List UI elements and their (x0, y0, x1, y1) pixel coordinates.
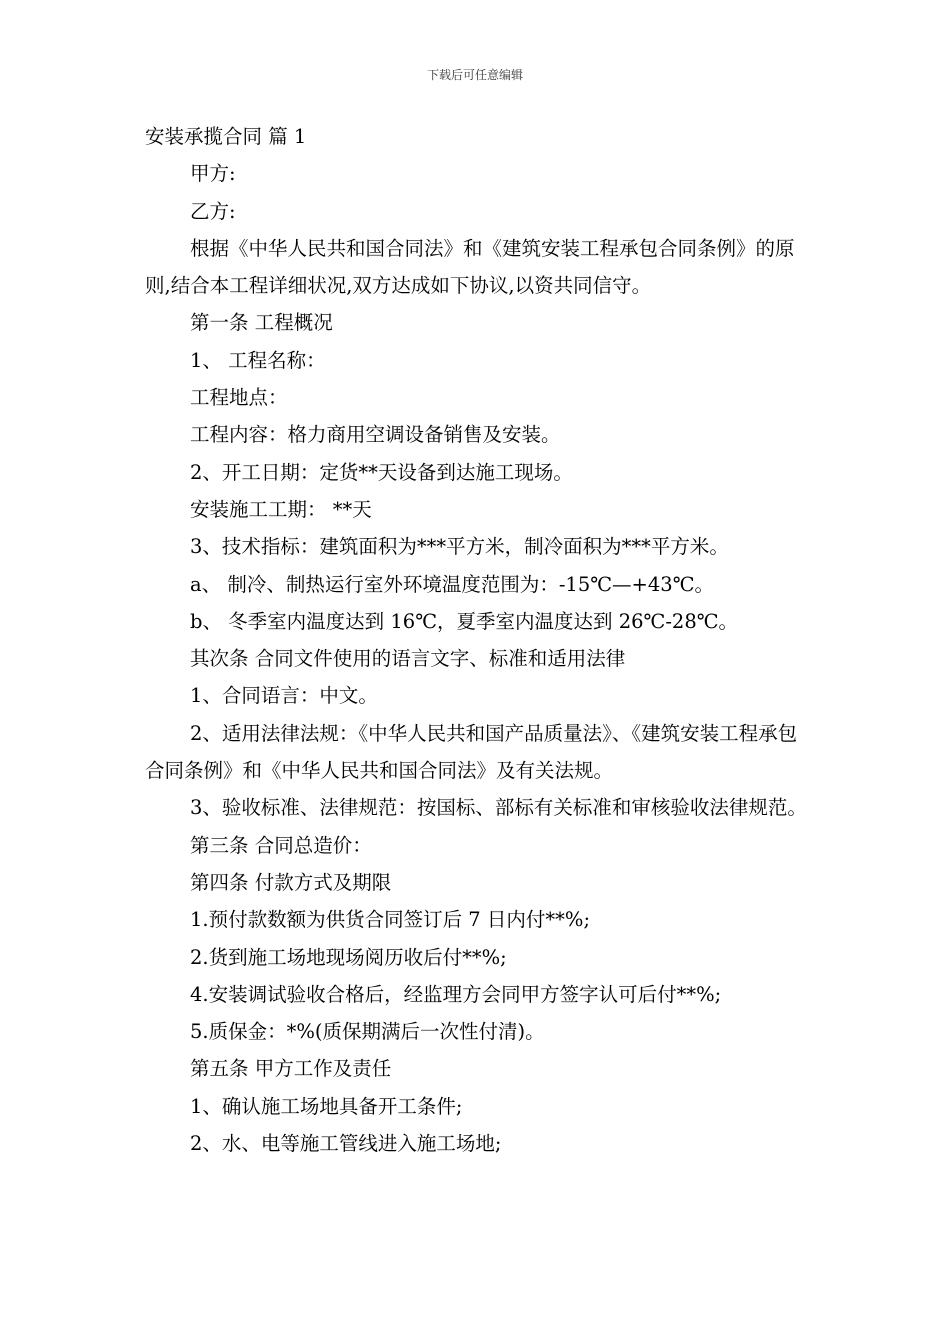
paragraph: a、 制冷、制热运行室外环境温度范围为：-15℃—+43℃。 (190, 572, 715, 596)
paragraph: 5.质保金：*%(质保期满后一次性付清)。 (190, 1020, 545, 1044)
paragraph: b、 冬季室内温度达到 16℃，夏季室内温度达到 26℃-28℃。 (190, 609, 739, 633)
paragraph: 2、适用法律法规：《中华人民共和国产品质量法》、《建筑安装工程承包合同条例》和《中华人民共和国合同法》及有关法规。 (145, 721, 798, 783)
paragraph: 工程地点： (190, 386, 288, 410)
paragraph: 4.安装调试验收合格后，经监理方会同甲方签字认可后付**%; (190, 982, 722, 1006)
section-heading: 其次条 合同文件使用的语言文字、标准和适用法律 (190, 647, 626, 671)
paragraph: 2.货到施工场地现场阅历收后付**%; (190, 945, 507, 969)
section-heading: 第四条 付款方式及期限 (190, 870, 392, 894)
section-heading: 第三条 合同总造价： (190, 833, 372, 857)
paragraph: 根据《中华人民共和国合同法》和《建筑安装工程承包合同条例》的原则,结合本工程详细状况,双方达成如下协议,以资共同信守。 (145, 236, 795, 298)
document-body (145, 118, 810, 1162)
paragraph: 3、验收标准、法律规范：按国标、部标有关标准和审核验收法律规范。 (190, 796, 807, 820)
page-header: 下载后可任意编辑 (426, 68, 523, 82)
paragraph: 2、水、电等施工管线进入施工场地; (190, 1132, 502, 1156)
paragraph: 甲方: (190, 162, 236, 186)
paragraph: 乙方: (190, 199, 236, 223)
paragraph: 安装施工工期： **天 (190, 497, 372, 521)
paragraph: 工程内容：格力商用空调设备销售及安装。 (190, 423, 561, 447)
document-title: 安装承揽合同 篇 1 (145, 125, 307, 148)
paragraph: 3、技术指标：建筑面积为***平方米，制冷面积为***平方米。 (190, 535, 729, 559)
section-heading: 第一条 工程概况 (190, 311, 333, 335)
paragraph: 2、开工日期：定货**天设备到达施工现场。 (190, 460, 573, 484)
section-heading: 第五条 甲方工作及责任 (190, 1057, 392, 1081)
paragraph: 1.预付款数额为供货合同签订后 7 日内付**%; (190, 908, 591, 932)
paragraph: 1、 工程名称： (190, 348, 326, 372)
paragraph: 1、确认施工场地具备开工条件; (190, 1094, 463, 1118)
paragraph: 1、合同语言：中文。 (190, 684, 378, 708)
